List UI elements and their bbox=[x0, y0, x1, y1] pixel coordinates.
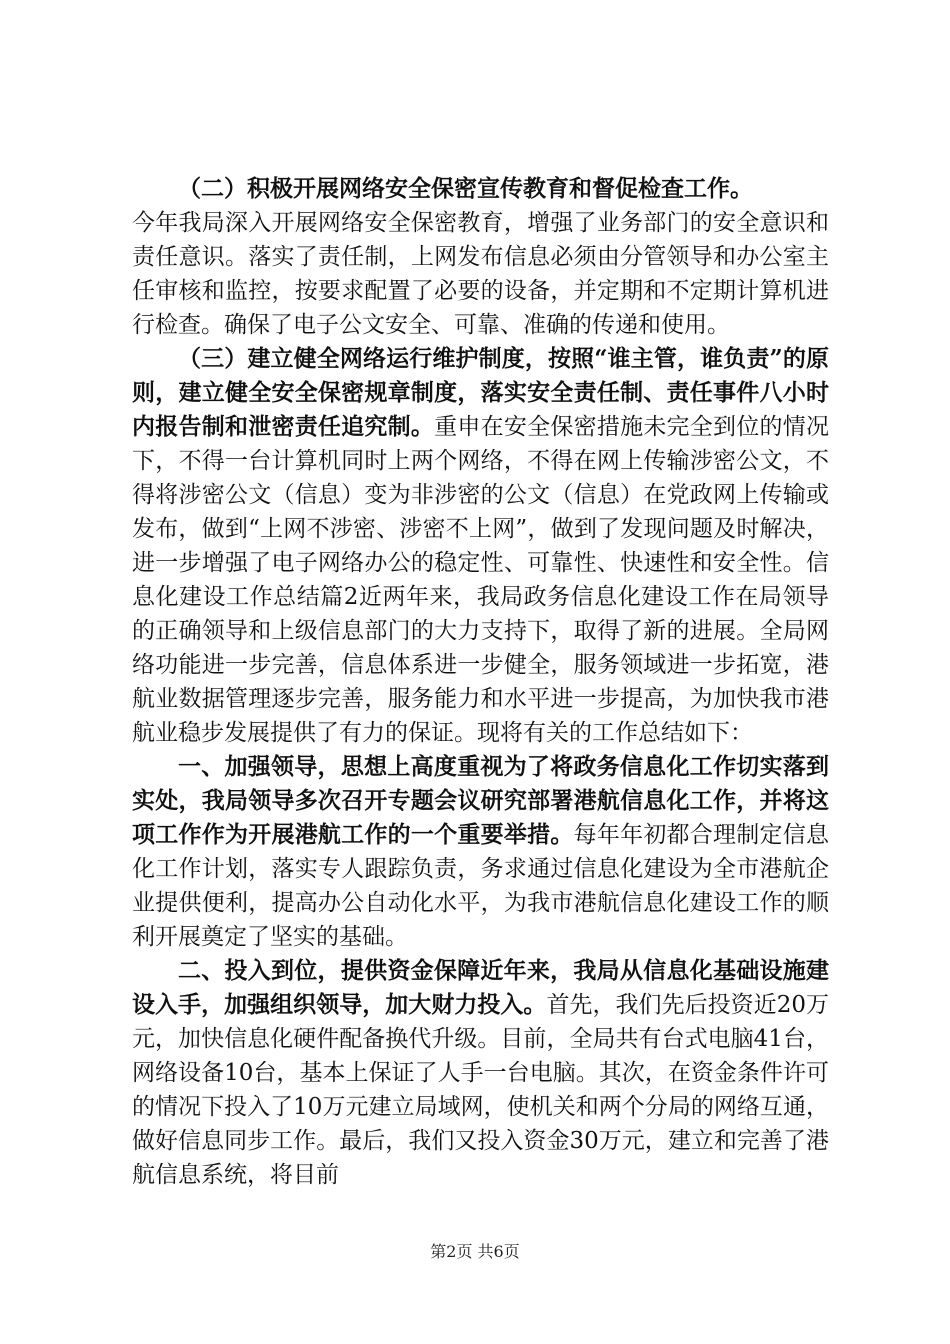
page-number-footer: 第2页 共6页 bbox=[430, 1242, 520, 1261]
paragraph-text: 首先，我们先后投资近20万元，加快信息化硬件配备换代升级。目前，全局共有台式电脑41台，网络设备10台，基本上保证了人手一台电脑。其次，在资金条件许可的情况下投入了10万元建立局域网，使机关和两个分局的网络互通，做好信息同步工作。最后，我们又投入资金30万元，建立和完善了港航信息系统，将目前 bbox=[132, 992, 829, 1188]
paragraph-text: 每年年初都合理制定信息化工作计划，落实专人跟踪负责，务求通过信息化建设为全市港航企业提供便利，提高办公自动化水平，为我市港航信息化建设工作的顺利开展奠定了坚实的基础。 bbox=[132, 822, 830, 950]
paragraph-heading: （二）积极开展网络安全保密宣传教育和督促检查工作。 bbox=[178, 175, 753, 202]
paragraph-text: 重申在安全保密措施未完全到位的情况下，不得一台计算机同时上两个网络，不得在网上传输涉密公文，不得将涉密公文（信息）变为非涉密的公文（信息）在党政网上传输或发布，做到“上网不涉密、涉密不上网”，做到了发现问题及时解决，进一步增强了电子网络办公的稳定性、可靠性、快速性和安全性。信息化建设工作总结篇2近两年来，我局政务信息化建设工作在局领导的正确领导和上级信息部门的大力支持下，取得了新的进展。全局网络功能进一步完善，信息体系进一步健全，服务领域进一步拓宽，港航业数据管理逐步完善，服务能力和水平进一步提高，为加快我市港航业稳步发展提供了有力的保证。现将有关的工作总结如下： bbox=[132, 414, 830, 746]
paragraph-heading: （三）建立健全网络运行维护制度，按照“谁主管，谁负责”的原则，建立健全安全保密规章制度，落实安全责任制、责任事件八小时内报告制和泄密责任追究制。 bbox=[132, 345, 829, 440]
paragraph-heading: 二、投入到位，提供资金保障近年来，我局从信息化基础设施建设入手，加强组织领导，加大财力投入。 bbox=[132, 957, 829, 1018]
document-body bbox=[132, 172, 829, 1192]
paragraph-funding bbox=[132, 954, 829, 1192]
paragraph-heading: 一、加强领导，思想上高度重视为了将政务信息化工作切实落到实处，我局领导多次召开专题会议研究部署港航信息化工作，并将这项工作作为开展港航工作的一个重要举措。 bbox=[132, 753, 829, 848]
paragraph-text: 今年我局深入开展网络安全保密教育，增强了业务部门的安全意识和责任意识。落实了责任制，上网发布信息必须由分管领导和办公室主任审核和监控，按要求配置了必要的设备，并定期和不定期计算机进行检查。确保了电子公文安全、可靠、准确的传递和使用。 bbox=[132, 210, 829, 338]
paragraph-maintenance-system bbox=[132, 342, 829, 750]
paragraph-publicity-education bbox=[132, 172, 829, 342]
paragraph-leadership bbox=[132, 750, 829, 954]
